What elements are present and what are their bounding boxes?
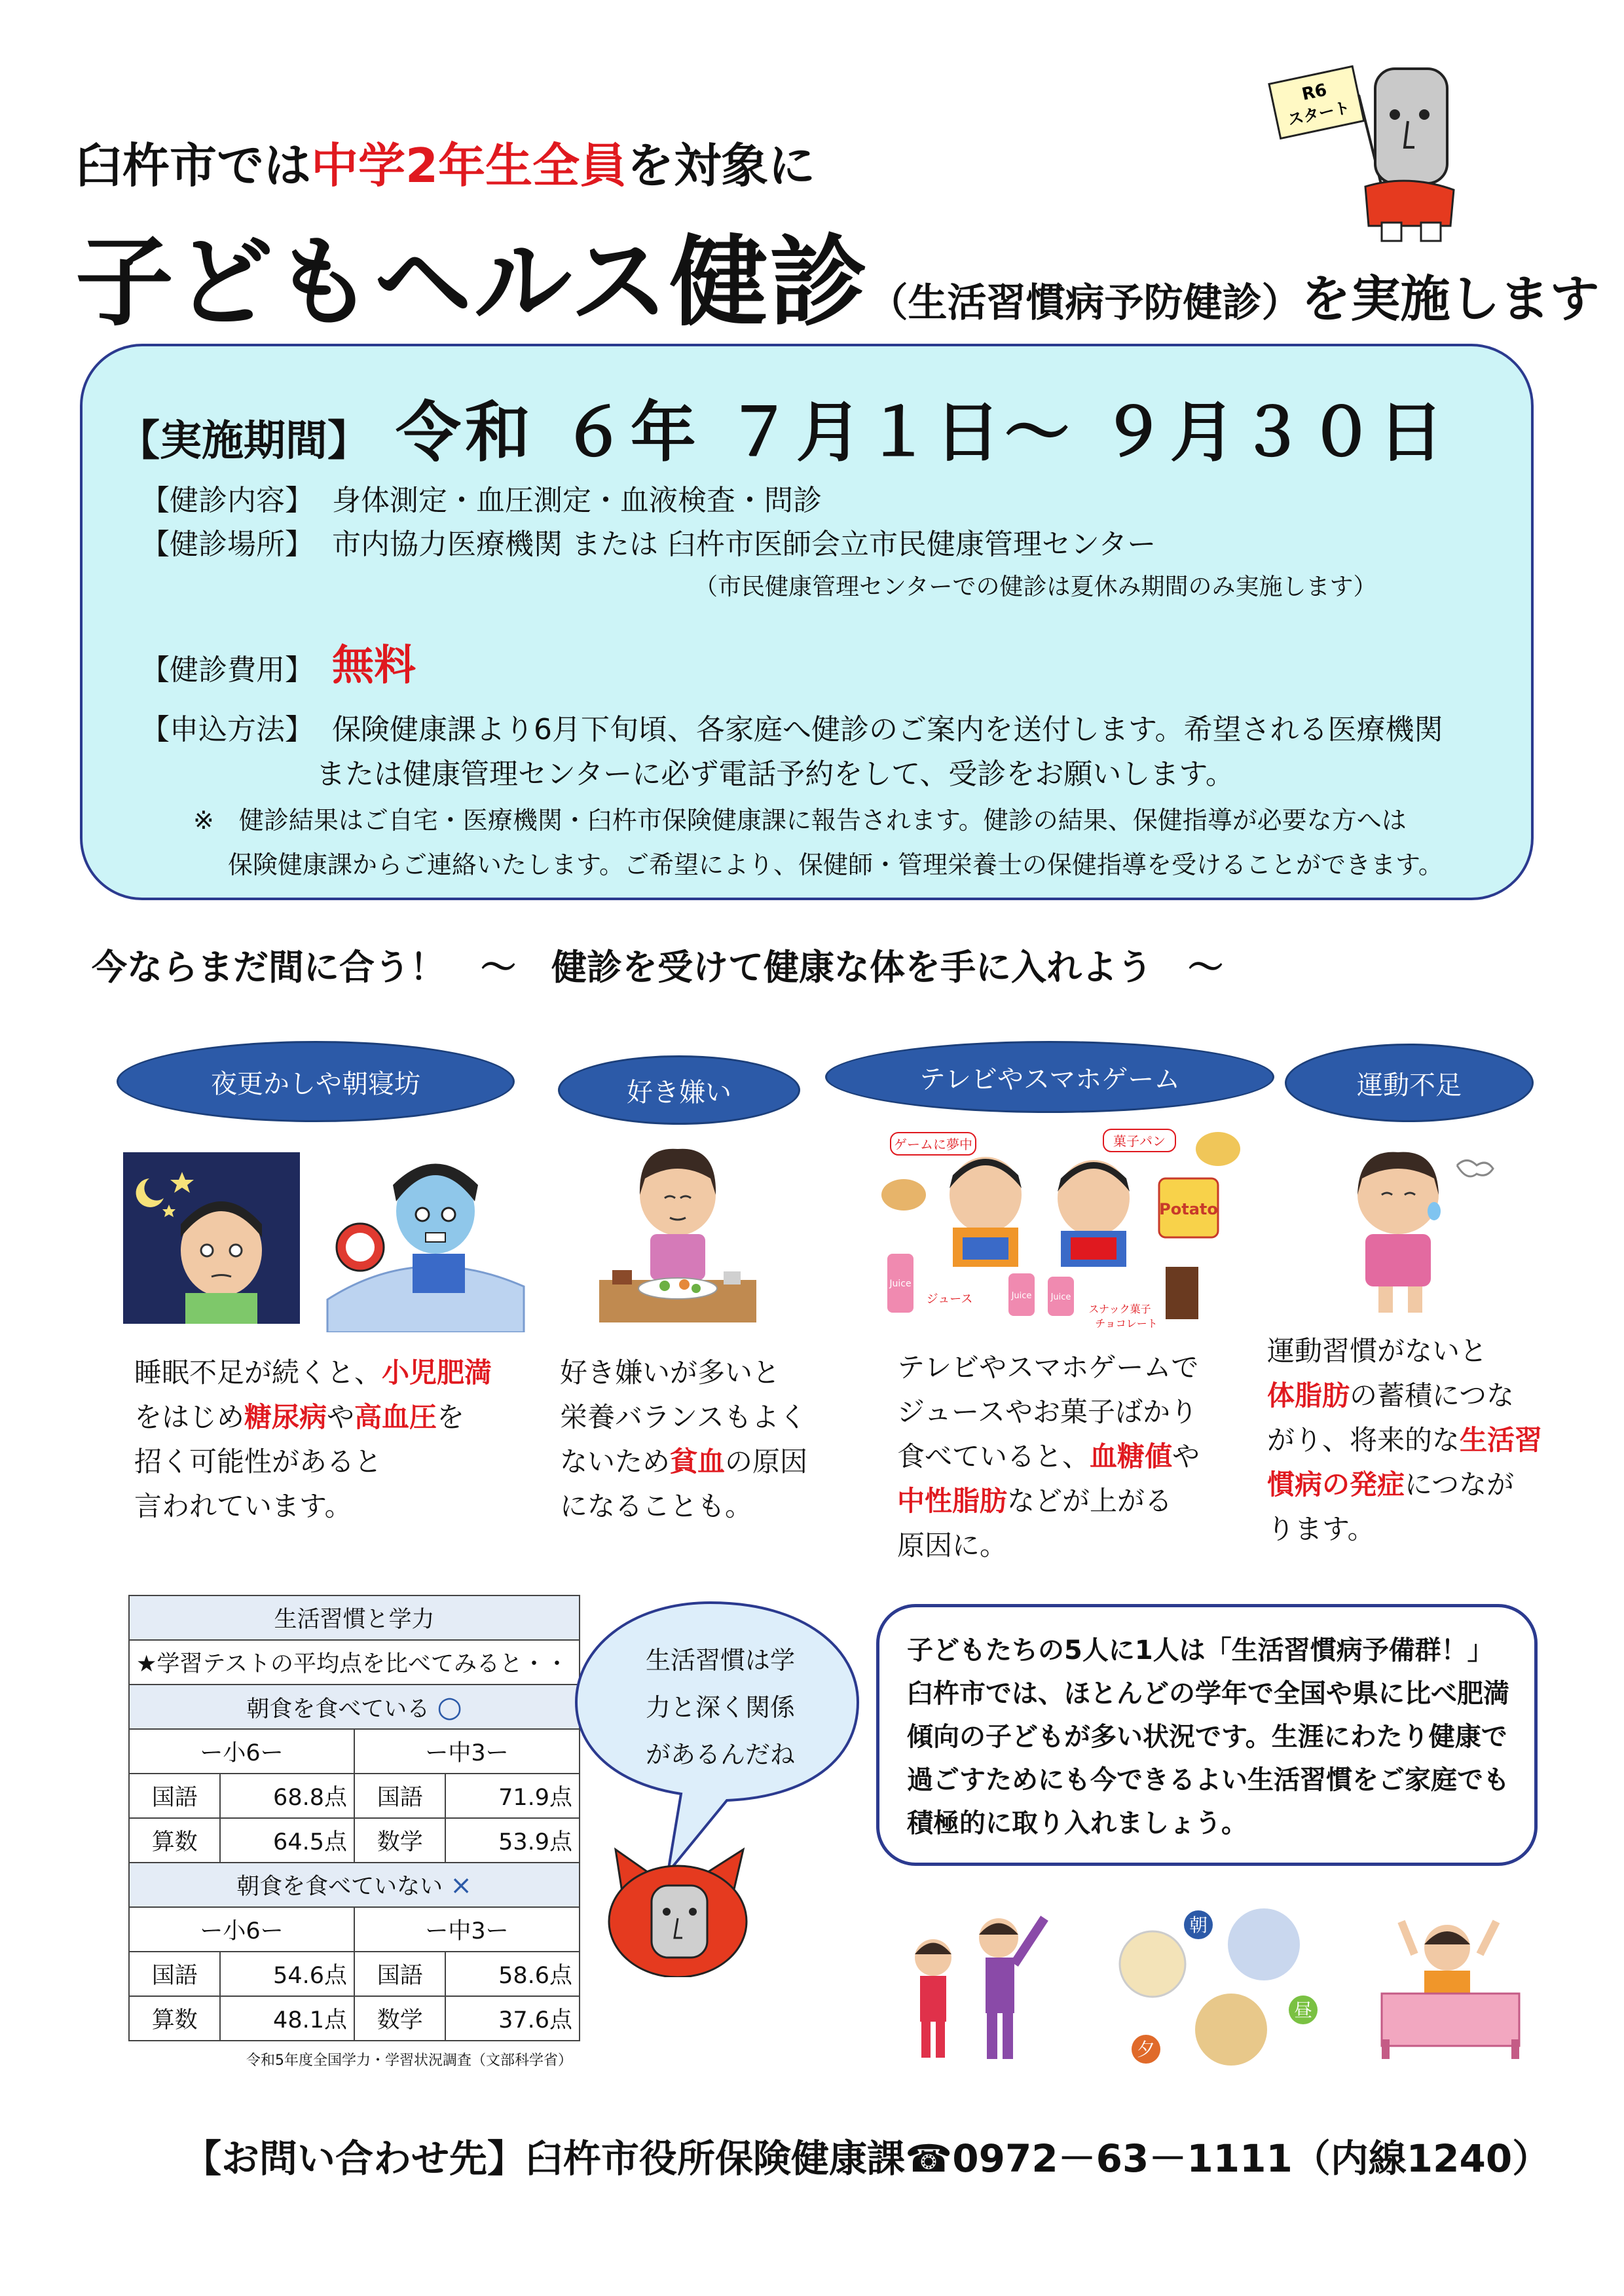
notice-line: 傾向の子どもが多い状況です。生涯にわたり健康で xyxy=(907,1722,1507,1752)
apply-value-2: または健康管理センターに必ず電話予約をして、受診をお願いします。 xyxy=(316,757,1234,791)
subject-cell: 国語 xyxy=(354,1774,445,1818)
desc-line xyxy=(897,1390,1200,1434)
result-note-2: 保険健康課からご連絡いたします。ご希望により、保健師・管理栄養士の保健指導を受けることができます。 xyxy=(228,850,1443,879)
juice-label-kana: ジュース xyxy=(926,1292,973,1306)
score-cell: 37.6点 xyxy=(445,1996,580,2041)
desc-line xyxy=(560,1351,807,1395)
sign-line1: R6 xyxy=(1300,80,1329,105)
desc-text: 食べていると、 xyxy=(897,1440,1090,1472)
desc-text: 言われています。 xyxy=(134,1490,352,1522)
col-elementary: ー小6ー xyxy=(129,1729,354,1774)
period-value: 令和 ６年 ７月１日～ ９月３０日 xyxy=(396,394,1448,471)
desc-line xyxy=(560,1440,807,1484)
desc-line xyxy=(897,1345,1200,1390)
stretching-family-illustration xyxy=(874,1899,1071,2062)
oversleeping-boy-illustration xyxy=(314,1136,530,1332)
score-cell: 54.6点 xyxy=(220,1952,354,1996)
cross-mark-icon: × xyxy=(450,1870,472,1901)
highlight-term: 中性脂肪 xyxy=(897,1485,1008,1517)
subject-cell: 算数 xyxy=(129,1996,220,2041)
place-label: 【健診場所】 xyxy=(141,528,314,561)
category-oval-late-night: 夜更かしや朝寝坊 xyxy=(117,1041,515,1122)
desc-text: や xyxy=(1172,1440,1200,1472)
title-tail: を実施します xyxy=(1301,270,1600,328)
bubble-text xyxy=(622,1637,819,1778)
place-value: 市内協力医療機関 または 臼杵市医師会立市民健康管理センター xyxy=(332,528,1156,561)
desc-line xyxy=(897,1434,1200,1479)
desc-line xyxy=(560,1484,807,1529)
fee-row xyxy=(141,632,416,692)
notice-line: 臼杵市では、ほとんどの学年で全国や県に比べ肥満 xyxy=(907,1679,1509,1709)
desc-line xyxy=(1267,1418,1542,1463)
snack-label: スナック菓子 xyxy=(1088,1303,1151,1315)
subject-cell: 数学 xyxy=(354,1818,445,1863)
table-row xyxy=(129,1818,580,1863)
waking-child-bed-illustration xyxy=(1375,1908,1526,2062)
intro-text-a: 臼杵市では xyxy=(75,138,312,193)
desc-text: や xyxy=(327,1401,355,1433)
bubble-line: 生活習慣は学 xyxy=(645,1646,795,1675)
content-value: 身体測定・血圧測定・血液検査・問診 xyxy=(332,484,822,517)
place-row xyxy=(141,520,1156,562)
desc-lack-of-exercise xyxy=(1267,1329,1542,1552)
content-label: 【健診内容】 xyxy=(141,484,314,517)
morning-label: 朝 xyxy=(1189,1914,1208,1936)
desc-line xyxy=(1267,1374,1542,1418)
score-cell: 68.8点 xyxy=(220,1774,354,1818)
highlight-term: 慣病の発症 xyxy=(1267,1468,1405,1501)
desc-line xyxy=(134,1440,492,1484)
circle-mark-icon: ○ xyxy=(437,1690,462,1724)
desc-text: 原因に。 xyxy=(897,1529,1008,1561)
highlight-term: 血糖値 xyxy=(1090,1440,1173,1472)
sign-line2: スタート xyxy=(1286,98,1352,130)
desc-line xyxy=(897,1479,1200,1523)
desc-text: 睡眠不足が続くと、 xyxy=(134,1357,382,1389)
desc-text: テレビやスマホゲームで xyxy=(897,1351,1199,1383)
highlight-term: 生活習 xyxy=(1460,1424,1543,1456)
col-junior-high: ー中3ー xyxy=(354,1729,580,1774)
score-cell: 48.1点 xyxy=(220,1996,354,2041)
period-row xyxy=(118,380,1447,474)
highlight-term: 高血圧 xyxy=(354,1401,437,1433)
desc-line xyxy=(897,1523,1200,1568)
evening-label: 夕 xyxy=(1136,2039,1156,2060)
col-junior-high: ー中3ー xyxy=(354,1907,580,1952)
score-cell: 71.9点 xyxy=(445,1774,580,1818)
desc-text: ります。 xyxy=(1267,1513,1375,1545)
sweet-bread-label: 菓子パン xyxy=(1113,1133,1166,1149)
apply-label: 【申込方法】 xyxy=(141,713,314,746)
title-main: 子どもヘルス健診 xyxy=(75,226,869,340)
highlight-term: 小児肥満 xyxy=(382,1357,492,1389)
desc-text: がり、将来的な xyxy=(1267,1424,1460,1456)
score-cell: 53.9点 xyxy=(445,1818,580,1863)
period-label: 【実施期間】 xyxy=(118,417,369,465)
desc-line xyxy=(1267,1507,1542,1552)
desc-text: 運動習慣がないと xyxy=(1267,1335,1488,1367)
subject-cell: 数学 xyxy=(354,1996,445,2041)
highlight-term: 糖尿病 xyxy=(244,1401,327,1433)
fee-label: 【健診費用】 xyxy=(141,653,314,687)
highlight-term: 貧血 xyxy=(670,1446,726,1478)
table-row xyxy=(129,1774,580,1818)
result-note-1: ※ 健診結果はご自宅・医療機関・臼杵市保険健康課に報告されます。健診の結果、保健指導が必要な方へは xyxy=(193,806,1407,835)
desc-line xyxy=(560,1395,807,1440)
desc-line xyxy=(1267,1329,1542,1374)
table-row xyxy=(129,1952,580,1996)
apply-row xyxy=(141,706,1443,748)
highlight-term: 体脂肪 xyxy=(1267,1379,1350,1412)
contact-footer: 【お問い合わせ先】臼杵市役所保険健康課☎0972－63－1111（内線1240） xyxy=(183,2136,1551,2181)
notice-line: 積極的に取り入れましょう。 xyxy=(907,1808,1247,1838)
desc-text: 栄養バランスもよく xyxy=(560,1401,807,1433)
subject-cell: 算数 xyxy=(129,1818,220,1863)
desc-line xyxy=(1267,1463,1542,1507)
title-paren: （生活習慣病予防健診） xyxy=(868,280,1301,326)
group-breakfast-yes-label: 朝食を食べている xyxy=(246,1696,430,1722)
bubble-line: があるんだね xyxy=(645,1740,795,1769)
mascot-cat-icon xyxy=(609,1850,747,1977)
desc-text: を xyxy=(437,1401,465,1433)
content-row xyxy=(141,477,822,519)
desc-text: になることも。 xyxy=(560,1490,753,1522)
apply-value-1: 保険健康課より6月下旬頃、各家庭へ健診のご案内を送付します。希望される医療機関 xyxy=(332,713,1443,746)
table-row xyxy=(129,1996,580,2041)
three-meals-illustration xyxy=(1107,1886,1382,2082)
slogan: 今ならまだ間に合う！ ～ 健診を受けて健康な体を手に入れよう ～ xyxy=(92,947,1223,988)
desc-picky-eating xyxy=(560,1351,807,1529)
table-source: 令和5年度全国学力・学習状況調査（文部科学省） xyxy=(246,2052,572,2069)
group-breakfast-yes xyxy=(129,1685,580,1729)
table-title: 生活習慣と学力 xyxy=(129,1595,580,1640)
picky-eater-girl-illustration xyxy=(599,1133,756,1322)
game-label: ゲームに夢中 xyxy=(894,1137,972,1152)
potato-chips-label: Potato xyxy=(1159,1200,1218,1218)
bubble-line: 力と深く関係 xyxy=(645,1693,795,1722)
place-note: （市民健康管理センターでの健診は夏休み期間のみ実施します） xyxy=(694,574,1377,600)
notice-line: 過ごすためにも今できるよい生活習慣をご家庭でも xyxy=(907,1765,1509,1795)
group-breakfast-no-label: 朝食を食べていない xyxy=(236,1874,443,1900)
intro-text-c: を対象に xyxy=(627,138,816,193)
desc-text: の蓄積につな xyxy=(1350,1379,1515,1412)
desc-text: につなが xyxy=(1405,1468,1515,1501)
desc-text: の原因 xyxy=(725,1446,808,1478)
fee-value: 無料 xyxy=(332,642,416,690)
juice-label-2: Juice xyxy=(1011,1291,1032,1301)
notice-text xyxy=(907,1629,1516,1845)
table-subtitle: ★学習テストの平均点を比べてみると・・ xyxy=(129,1640,580,1685)
noon-label: 昼 xyxy=(1293,1999,1313,2021)
desc-text: をはじめ xyxy=(134,1401,245,1433)
subject-cell: 国語 xyxy=(129,1774,220,1818)
mascot-sign-illustration xyxy=(1267,56,1464,246)
intro-line xyxy=(75,128,815,196)
subject-cell: 国語 xyxy=(129,1952,220,1996)
desc-text: 好き嫌いが多いと xyxy=(560,1357,781,1389)
score-cell: 58.6点 xyxy=(445,1952,580,1996)
juice-label-1: Juice xyxy=(889,1279,912,1289)
study-habit-table xyxy=(128,1595,580,2041)
desc-late-night xyxy=(134,1351,492,1529)
subject-cell: 国語 xyxy=(354,1952,445,1996)
category-oval-picky-eating: 好き嫌い xyxy=(558,1055,800,1125)
chocolate-label: チョコレート xyxy=(1095,1317,1158,1330)
desc-tv-games xyxy=(897,1345,1200,1568)
intro-target: 中学2年生全員 xyxy=(311,138,627,193)
desc-line xyxy=(134,1484,492,1529)
juice-label-3: Juice xyxy=(1050,1292,1071,1302)
desc-text: ないため xyxy=(560,1446,671,1478)
sleepless-boy-illustration xyxy=(123,1152,300,1324)
gaming-kids-snacks-illustration xyxy=(877,1123,1244,1332)
desc-text: 招く可能性があると xyxy=(134,1446,382,1478)
inactive-girl-illustration xyxy=(1320,1133,1496,1316)
desc-text: などが上がる xyxy=(1007,1485,1173,1517)
col-elementary: ー小6ー xyxy=(129,1907,354,1952)
desc-line xyxy=(134,1351,492,1395)
desc-line xyxy=(134,1395,492,1440)
category-oval-tv-games: テレビやスマホゲーム xyxy=(825,1041,1274,1113)
desc-text: ジュースやお菓子ばかり xyxy=(897,1396,1198,1428)
score-cell: 64.5点 xyxy=(220,1818,354,1863)
category-oval-lack-of-exercise: 運動不足 xyxy=(1285,1044,1534,1122)
group-breakfast-no xyxy=(129,1863,580,1907)
notice-line: 子どもたちの5人に1人は「生活習慣病予備群！」 xyxy=(907,1635,1494,1666)
